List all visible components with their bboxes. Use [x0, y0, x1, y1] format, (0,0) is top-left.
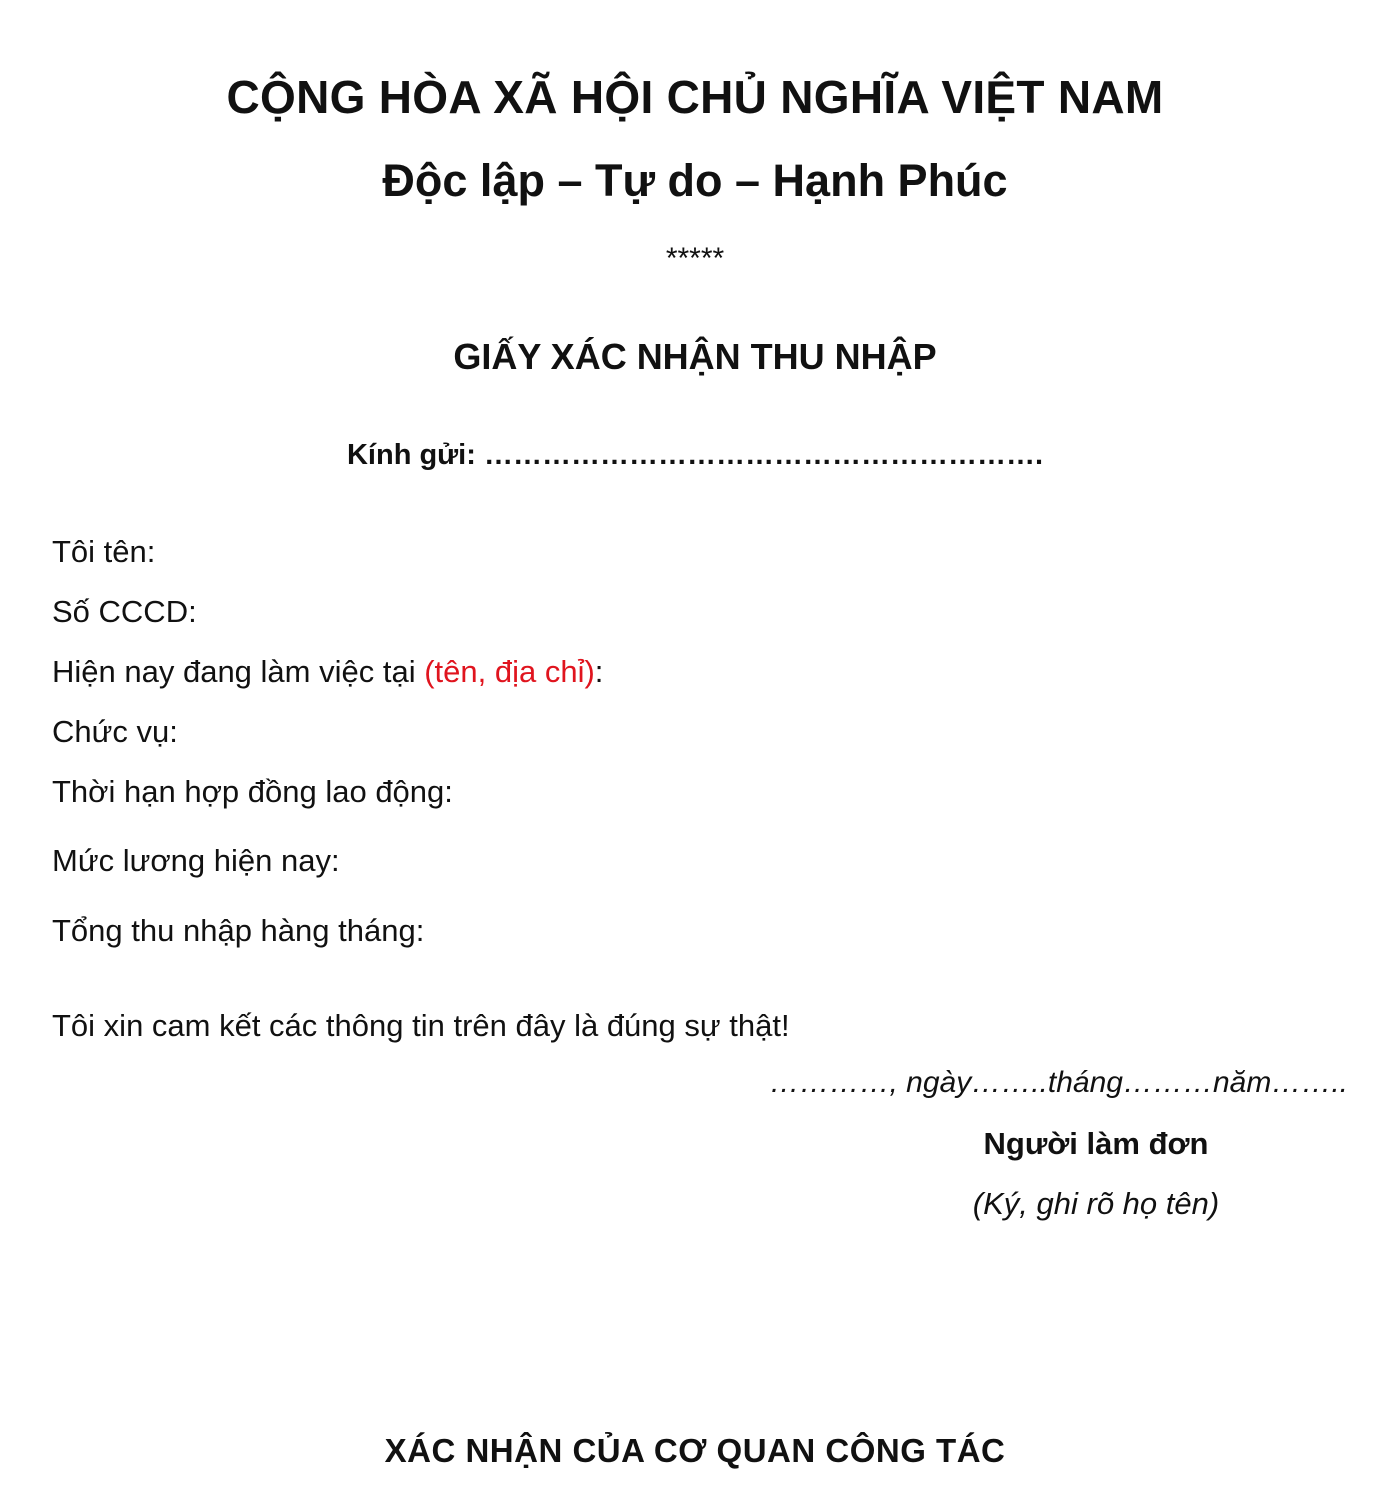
field-position-label: Chức vụ: [52, 714, 178, 749]
field-workplace-label [52, 654, 603, 690]
field-current-salary-label: Mức lương hiện nay: [52, 843, 340, 878]
signer-label: Người làm đơn [983, 1126, 1209, 1161]
commitment-statement: Tôi xin cam kết các thông tin trên đây là đúng sự thật! [52, 1008, 790, 1043]
national-title: CỘNG HÒA XÃ HỘI CHỦ NGHĨA VIỆT NAM [226, 71, 1164, 123]
national-motto: Độc lập – Tự do – Hạnh Phúc [382, 155, 1008, 206]
employer-confirmation-title: XÁC NHẬN CỦA CƠ QUAN CÔNG TÁC [384, 1432, 1006, 1469]
workplace-suffix: : [594, 654, 604, 689]
field-name-label: Tôi tên: [52, 534, 156, 569]
signature-note: (Ký, ghi rõ họ tên) [972, 1186, 1220, 1221]
field-id-number-label: Số CCCD: [52, 594, 197, 629]
date-line: …………, ngày……..tháng………năm…….. [769, 1066, 1348, 1099]
workplace-prefix: Hiện nay đang làm việc tại [52, 654, 425, 689]
separator-stars: ***** [665, 242, 725, 275]
workplace-hint: (tên, địa chỉ) [424, 654, 595, 689]
document-title: GIẤY XÁC NHẬN THU NHẬP [453, 336, 937, 377]
field-contract-term-label: Thời hạn hợp đồng lao động: [52, 774, 453, 809]
recipient-line: Kính gửi: …………………………………………………. [346, 439, 1044, 471]
field-monthly-income-label: Tổng thu nhập hàng tháng: [52, 913, 425, 948]
